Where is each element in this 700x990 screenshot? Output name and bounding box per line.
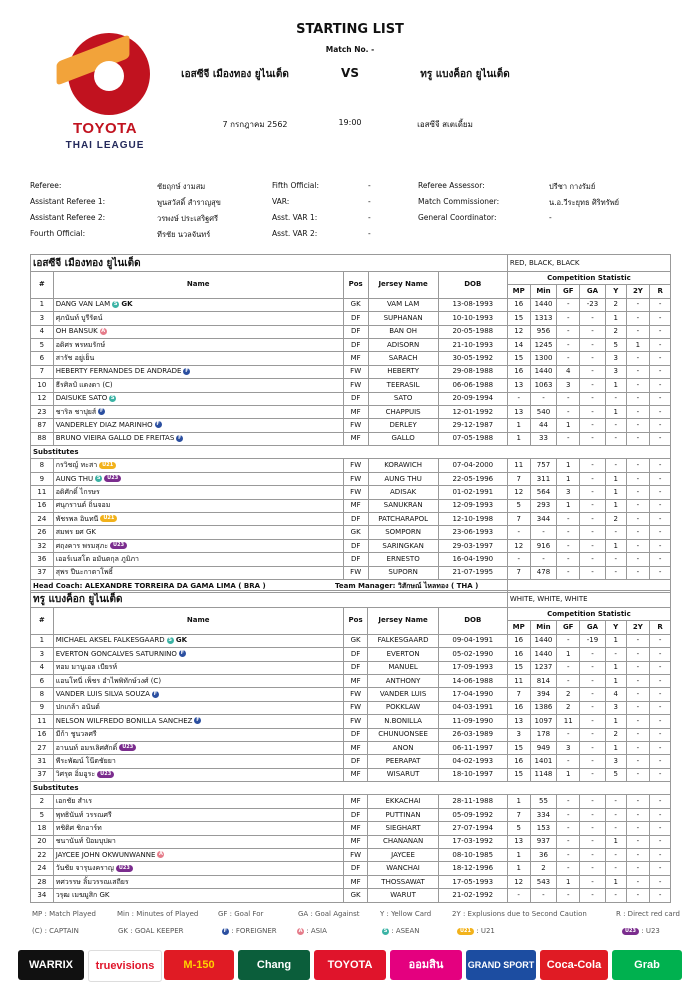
asean-icon: S [383, 927, 388, 934]
official-value: - [368, 197, 371, 206]
official-value: - [368, 229, 371, 238]
col-r: R [650, 621, 671, 634]
player-name: NELSON WILFREDO BONILLA SANCHEZ F [53, 715, 343, 728]
col-y: Y [605, 621, 626, 634]
sponsor-gsb: ออมสิน [390, 950, 462, 980]
player-row: 26 สมพร ยศ GK GK SOMPORN 23-06-1993 - - - - - - - [31, 526, 671, 539]
player-name: ทอม มานูเอล เบียรห์ [53, 661, 343, 674]
player-name: BRUNO VIEIRA GALLO DE FREITAS F [53, 432, 343, 445]
player-name: ปกเกล้า อนันต์ [53, 701, 343, 714]
col-ga: GA [580, 285, 606, 298]
player-row: 8 VANDER LUIS SILVA SOUZA F FW VANDER LUIS 17-04-1990 7 394 2 - 4 - - [31, 688, 671, 701]
u23-badge: U23 [622, 928, 639, 935]
player-row: 20 ชนานันท์ ป้อมบุปผา MF CHANANAN 17-03-1992 13 937 - - 1 - - [31, 835, 671, 848]
player-row: 27 อานนท์ อมรเลิศศักดิ์ U23 MF ANON 06-11-1997 15 949 3 - 1 - - [31, 741, 671, 754]
official-label: Match Commissioner: [418, 197, 500, 206]
col-pos: Pos [343, 272, 368, 299]
player-row: 2 เอกชัย สำเร MF EKKACHAI 28-11-1988 1 55 - - - - - [31, 795, 671, 808]
player-row: 12 DAISUKE SATO S DF SATO 20-09-1994 - - - - - - - [31, 392, 671, 405]
player-row: 28 ทศวรรษ ลิ้มวรรณเสถียร MF THOSSAWAT 17-05-1993 12 543 1 - 1 - - [31, 875, 671, 888]
col-num: # [31, 608, 54, 635]
col-comp: Competition Statistic [507, 272, 670, 285]
match-time: 19:00 [338, 118, 362, 127]
player-name: AUNG THU S U23 [53, 472, 343, 485]
player-row: 36 เออร์เนสโต อมันตกุล ภูมิภา DF ERNESTO 16-04-1990 - - - - - - - [31, 553, 671, 566]
player-row: 4 ทอม มานูเอล เบียรห์ DF MANUEL 17-09-1993 15 1237 - - 1 - - [31, 661, 671, 674]
official-label: General Coordinator: [418, 213, 497, 222]
col-mp: MP [507, 621, 530, 634]
player-row: 3 EVERTON GONCALVES SATURNINO F DF EVERTON 05-02-1990 16 1440 1 - - - - [31, 648, 671, 661]
col-y2: 2Y [626, 285, 650, 298]
player-row: 10 ธีรศิลป์ แดงดา (C) FW TEERASIL 06-06-1988 13 1063 3 - 1 - - [31, 379, 671, 392]
player-name: JAYCEE JOHN OKWUNWANNE A [53, 849, 343, 862]
player-name: กรวิชญ์ ทะสา U21 [53, 459, 343, 472]
sponsor-cocacola: Coca-Cola [540, 950, 608, 980]
foreigner-icon: F [196, 717, 200, 724]
player-row: 37 สุพร ปีนะกาตาโพธิ์ FW SUPORN 21-07-1995 7 478 - - - - - [31, 566, 671, 579]
official-value: ชัยฤกษ์ งามสม [157, 182, 206, 191]
sponsor-chang: Chang [238, 950, 310, 980]
team-manager-text: Team Manager: วิสักษณ์ ไหลทอง ( THA ) [335, 581, 479, 590]
page-title: STARTING LIST [296, 22, 404, 37]
player-name: ธีรศิลป์ แดงดา (C) [53, 379, 343, 392]
player-row: 5 อดิศร พรหมรักษ์ DF ADISORN 21-10-1993 14 1245 - - 5 1 - [31, 338, 671, 351]
legend-asean: S : ASEAN [383, 927, 420, 935]
player-row: 16 ศนุกรานต์ ถิ่นจอม MF SANUKRAN 12-09-1993 5 293 1 - 1 - - [31, 499, 671, 512]
col-jersey: Jersey Name [368, 608, 438, 635]
foreigner-icon: F [178, 434, 182, 441]
official-label: Asst. VAR 1: [272, 213, 318, 222]
legend-asia: A : ASIA [298, 927, 327, 935]
player-name: ชาริล ชาปุยส์ F [53, 405, 343, 418]
sponsor-m150: M-150 [164, 950, 234, 980]
legend-u23: U23 : U23 [620, 927, 660, 935]
player-row: 1 DANG VAN LAM S GK GK VAM LAM 13-08-1993 16 1440 - -23 2 - - [31, 298, 671, 311]
player-row: 37 วิศรุต อิ่มอูระ U23 MF WISARUT 18-10-1997 15 1148 1 - 5 - - [31, 768, 671, 781]
official-value: - [368, 213, 371, 222]
official-label: Assistant Referee 2: [30, 213, 106, 222]
official-label: Fifth Official: [272, 181, 320, 190]
player-row: 9 ปกเกล้า อนันต์ FW POKKLAW 04-03-1991 16 1386 2 - 3 - - [31, 701, 671, 714]
player-row: 16 มีก้า ชูนวลศรี DF CHUNUONSEE 26-03-1989 3 178 - - 2 - - [31, 728, 671, 741]
player-row: 23 ชาริล ชาปุยส์ F MF CHAPPUIS 12-01-1992 13 540 - - 1 - - [31, 405, 671, 418]
official-label: Fourth Official: [30, 229, 86, 238]
legend-u21: U21 : U21 [455, 927, 495, 935]
col-jersey: Jersey Name [368, 272, 438, 299]
player-row: 18 ทชิติศ ชิกอาร์ท MF SIEGHART 27-07-1994 5 153 - - - - - [31, 822, 671, 835]
logo-hole [94, 61, 124, 91]
legend-foreigner: F : FOREIGNER [223, 927, 277, 935]
team-colors: RED, BLACK, BLACK [507, 255, 670, 272]
substitutes-header: Substitutes [31, 446, 671, 459]
player-name: ชนานันท์ ป้อมบุปผา [53, 835, 343, 848]
legend-captain: (C) : CAPTAIN [32, 927, 79, 935]
player-name: DAISUKE SATO S [53, 392, 343, 405]
player-row: 11 อดิศักดิ์ ไกรษร FW ADISAK 01-02-1991 12 564 3 - 1 - - [31, 486, 671, 499]
official-value: - [368, 181, 371, 190]
foreigner-icon: F [223, 927, 228, 934]
col-min: Min [530, 621, 557, 634]
u23-badge: U23 [116, 865, 133, 872]
player-row: 6 แอนโทนี่ เพ็ชร อำไพพิทักษ์วงศ์ (C) MF ANTHONY 14-06-1988 11 814 - - 1 - - [31, 674, 671, 687]
u21-badge: U21 [100, 515, 117, 522]
player-name: พีระพัฒน์ โน๊ตชัยยา [53, 755, 343, 768]
legend-ga: GA : Goal Against [298, 910, 360, 918]
official-value: - [549, 213, 552, 222]
sponsor-truevisions: truevisions [88, 950, 162, 982]
player-name: MICHAEL AKSEL FALKESGAARD S GK [53, 634, 343, 647]
home-team: เอสซีจี เมืองทอง ยูไนเต็ด [181, 69, 289, 80]
col-dob: DOB [438, 608, 507, 635]
official-label: Referee: [30, 181, 62, 190]
substitutes-header: Substitutes [31, 782, 671, 795]
u23-badge: U23 [104, 475, 121, 482]
player-name: ศนุกรานต์ ถิ่นจอม [53, 499, 343, 512]
logo-brand: TOYOTA [72, 120, 138, 137]
col-mp: MP [507, 285, 530, 298]
player-row: 11 NELSON WILFREDO BONILLA SANCHEZ F FW N.BONILLA 11-09-1990 13 1097 11 - 1 - - [31, 715, 671, 728]
player-row: 88 BRUNO VIEIRA GALLO DE FREITAS F MF GALLO 07-05-1988 1 33 - - - - - [31, 432, 671, 445]
player-name: ทศวรรษ ลิ้มวรรณเสถียร [53, 875, 343, 888]
player-row: 34 วรุฒ เมฆมูสิก GK GK WARUT 21-02-1992 - - - - - - - [31, 889, 671, 902]
away-team-table [30, 590, 671, 903]
player-name: VANDER LUIS SILVA SOUZA F [53, 688, 343, 701]
legend-mp: MP : Match Played [32, 910, 97, 918]
sponsor-toyota: TOYOTA [314, 950, 386, 980]
player-name: VANDERLEY DIAZ MARINHO F [53, 419, 343, 432]
vs-label: VS [341, 66, 359, 80]
head-coach-text: Head Coach: ALEXANDRE TORREIRA DA GAMA LIMA ( BRA ) [33, 581, 266, 590]
player-row: 9 AUNG THU S U23 FW AUNG THU 22-05-1996 7 311 1 - 1 - - [31, 472, 671, 485]
player-name: สารัช อยู่เย็น [53, 352, 343, 365]
sponsor-warrix: WARRIX [18, 950, 84, 980]
player-name: เอกชัย สำเร [53, 795, 343, 808]
col-num: # [31, 272, 54, 299]
player-name: สมพร ยศ GK [53, 526, 343, 539]
player-name: EVERTON GONCALVES SATURNINO F [53, 648, 343, 661]
team-colors: WHITE, WHITE, WHITE [507, 591, 670, 608]
team-name: เอสซีจี เมืองทอง ยูไนเต็ด [31, 255, 508, 272]
col-min: Min [530, 285, 557, 298]
player-name: วันชัย จารุนงคราญ U23 [53, 862, 343, 875]
player-name: ศุภนันท์ บูรีรัตน์ [53, 312, 343, 325]
asean-icon: S [168, 636, 172, 643]
sponsor-grandsport: GRAND SPORT [466, 950, 536, 980]
legend-min: Min : Minutes of Played [117, 910, 199, 918]
official-value: วรพงษ์ ประเสริฐศรี [157, 214, 219, 223]
player-name: มีก้า ชูนวลศรี [53, 728, 343, 741]
official-value: พูนสวัสดิ์ สำราญสุข [157, 198, 221, 207]
foreigner-icon: F [156, 421, 160, 428]
player-row: 22 JAYCEE JOHN OKWUNWANNE A FW JAYCEE 08-10-1985 1 36 - - - - - [31, 849, 671, 862]
player-name: วรุฒ เมฆมูสิก GK [53, 889, 343, 902]
col-comp: Competition Statistic [507, 608, 670, 621]
player-name: สุพร ปีนะกาตาโพธิ์ [53, 566, 343, 579]
player-name: HEBERTY FERNANDES DE ANDRADE F [53, 365, 343, 378]
away-team: ทรู แบงค็อก ยูไนเต็ด [420, 69, 510, 80]
player-name: วิศรุต อิ่มอูระ U23 [53, 768, 343, 781]
player-row: 24 พัชรพล อินทนี U21 DF PATCHARAPOL 12-10-1998 7 344 - - 2 - - [31, 513, 671, 526]
match-number: Match No. - [325, 45, 375, 54]
col-name: Name [53, 608, 343, 635]
legend-gf: GF : Goal For [218, 910, 264, 918]
official-label: Referee Assessor: [418, 181, 485, 190]
match-venue: เอสซีจี สเตเดี้ยม [417, 120, 473, 129]
col-y: Y [605, 285, 626, 298]
player-row: 6 สารัช อยู่เย็น MF SARACH 30-05-1992 15 1300 - - 3 - - [31, 352, 671, 365]
logo-subtitle: THAI LEAGUE [65, 140, 145, 151]
player-name: OH BANSUK A [53, 325, 343, 338]
official-value: น.อ.วีระยุทธ ศิริทรัพย์ [549, 198, 620, 207]
player-name: แอนโทนี่ เพ็ชร อำไพพิทักษ์วงศ์ (C) [53, 674, 343, 687]
col-gf: GF [557, 285, 580, 298]
player-row: 1 MICHAEL AKSEL FALKESGAARD S GK GK FALKESGAARD 09-04-1991 16 1440 - -19 1 - - [31, 634, 671, 647]
player-name: DANG VAN LAM S GK [53, 298, 343, 311]
player-row: 31 พีระพัฒน์ โน๊ตชัยยา DF PEERAPAT 04-02-1993 16 1401 - - 3 - - [31, 755, 671, 768]
player-name: ทชิติศ ชิกอาร์ท [53, 822, 343, 835]
foreigner-icon: F [185, 367, 189, 374]
foreigner-icon: F [99, 408, 104, 415]
player-row: 87 VANDERLEY DIAZ MARINHO F FW DERLEY 29-12-1987 1 44 1 - - - - [31, 419, 671, 432]
u23-badge: U23 [97, 771, 114, 778]
player-row: 7 HEBERTY FERNANDES DE ANDRADE F FW HEBERTY 29-08-1988 16 1440 4 - 3 - - [31, 365, 671, 378]
home-team-table [30, 254, 671, 593]
official-label: Asst. VAR 2: [272, 229, 318, 238]
u21-badge: U21 [99, 462, 116, 469]
u23-badge: U23 [110, 542, 127, 549]
player-row: 24 วันชัย จารุนงคราญ U23 DF WANCHAI 18-12-1996 1 2 - - - - - [31, 862, 671, 875]
player-name: อานนท์ อมรเลิศศักดิ์ U23 [53, 741, 343, 754]
col-gf: GF [557, 621, 580, 634]
col-dob: DOB [438, 272, 507, 299]
official-label: Assistant Referee 1: [30, 197, 106, 206]
player-row: 3 ศุภนันท์ บูรีรัตน์ DF SUPHANAN 10-10-1993 15 1313 - - 1 - - [31, 312, 671, 325]
asean-icon: S [113, 300, 118, 307]
asia-icon: A [158, 851, 163, 858]
legend-gk: GK : GOAL KEEPER [118, 927, 184, 935]
legend-y: Y : Yellow Card [380, 910, 432, 918]
asean-icon: S [96, 475, 101, 482]
asia-icon: A [298, 927, 303, 934]
foreigner-icon: F [153, 690, 158, 697]
player-row: 8 กรวิชญ์ ทะสา U21 FW KORAWICH 07-04-2000 11 757 1 - - - - [31, 459, 671, 472]
player-row: 4 OH BANSUK A DF BAN OH 20-05-1988 12 956 - - 2 - - [31, 325, 671, 338]
sponsor-grab: Grab [612, 950, 682, 980]
player-row: 32 ศฤงคาร พรมสุภะ U23 DF SARINGKAN 29-03-1997 12 916 - - 1 - - [31, 539, 671, 552]
player-name: อดิศร พรหมรักษ์ [53, 338, 343, 351]
official-value: ปรีชา กางรัมย์ [549, 182, 596, 191]
player-name: พัชรพล อินทนี U21 [53, 513, 343, 526]
col-r: R [650, 285, 671, 298]
col-y2: 2Y [626, 621, 650, 634]
official-label: VAR: [272, 197, 290, 206]
legend-r: R : Direct red card [616, 910, 680, 918]
asean-icon: S [110, 394, 115, 401]
u23-badge: U23 [119, 744, 136, 751]
official-value: ทีรชัย นวลจันทร์ [157, 230, 211, 239]
player-name: ศฤงคาร พรมสุภะ U23 [53, 539, 343, 552]
foreigner-icon: F [180, 650, 185, 657]
col-pos: Pos [343, 608, 368, 635]
col-name: Name [53, 272, 343, 299]
asia-icon: A [101, 327, 106, 334]
team-name: ทรู แบงค็อก ยูไนเต็ด [31, 591, 508, 608]
player-name: พุทธินันท์ วรรณศรี [53, 808, 343, 821]
col-ga: GA [580, 621, 606, 634]
legend-2y: 2Y : Explusions due to Second Caution [452, 910, 587, 918]
match-date: 7 กรกฎาคม 2562 [222, 120, 288, 129]
player-name: อดิศักดิ์ ไกรษร [53, 486, 343, 499]
player-name: เออร์เนสโต อมันตกุล ภูมิภา [53, 553, 343, 566]
u21-badge: U21 [457, 928, 474, 935]
player-row: 5 พุทธินันท์ วรรณศรี DF PUTTINAN 05-09-1992 7 334 - - - - - [31, 808, 671, 821]
